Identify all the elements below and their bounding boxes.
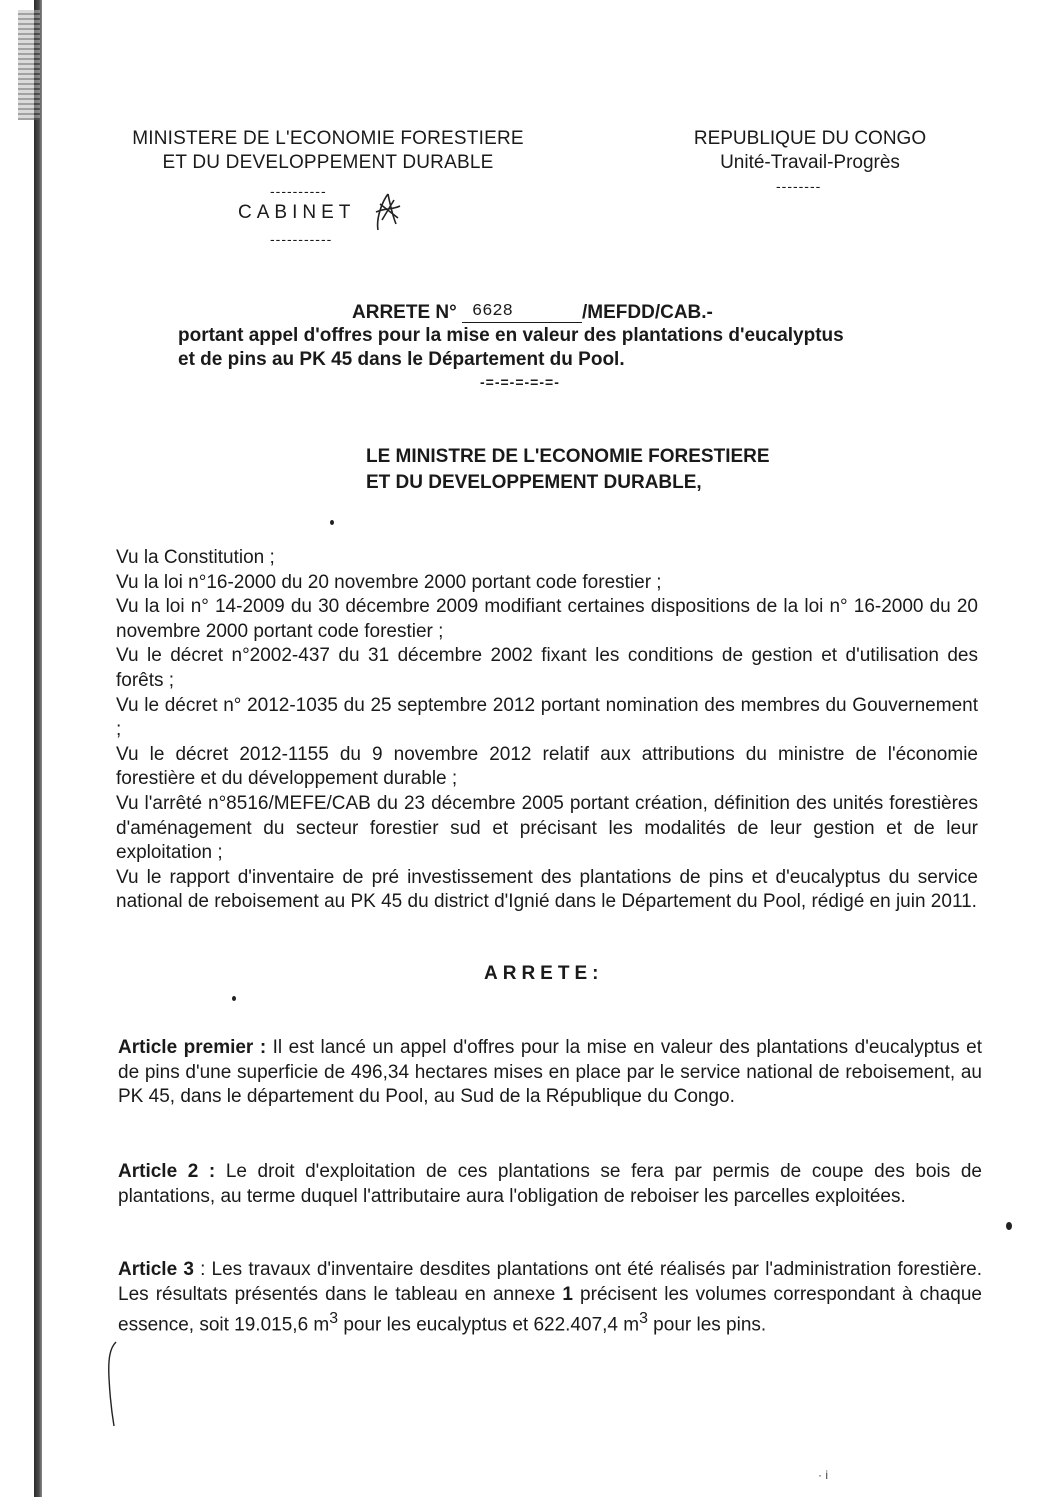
scan-binding-edge xyxy=(34,0,42,1497)
cabinet-dash-bottom: ----------- xyxy=(270,231,333,247)
article-3 xyxy=(118,1258,982,1338)
title-separator: -=-=-=-=-=- xyxy=(480,374,560,390)
article-3-label: Article 3 xyxy=(118,1259,194,1280)
scan-noise xyxy=(18,10,40,120)
scan-speck xyxy=(1006,1222,1012,1230)
article-1 xyxy=(118,1036,982,1110)
visa-item: Vu la loi n°16-2000 du 20 novembre 2000 portant code forestier ; xyxy=(116,571,662,593)
ministry-line-1: MINISTERE DE L'ECONOMIE FORESTIERE xyxy=(132,128,524,149)
visa-item: Vu le rapport d'inventaire de pré investissement des plantations de pins et d'eucalyptus du service national de reboisement au PK 45 du district d'Ignié dans le Département du Pool, rédigé en juin 2011. xyxy=(116,866,978,913)
margin-pen-mark xyxy=(104,1338,122,1428)
visas-list xyxy=(116,546,978,915)
visa-item: Vu le décret n° 2012-1035 du 25 septembre 2012 portant nomination des membres du Gouvernement ; xyxy=(116,694,978,741)
visa-item: Vu le décret n°2002-437 du 31 décembre 2002 fixant les conditions de gestion et d'utilisation des forêts ; xyxy=(116,645,978,691)
cubic-exponent: 3 xyxy=(639,1310,648,1328)
ministry-line-2: ET DU DEVELOPPEMENT DURABLE xyxy=(162,152,494,173)
article-3-text-d: pour les pins. xyxy=(647,1314,767,1336)
decree-number: 6628 xyxy=(462,302,582,323)
minister-line-2: ET DU DEVELOPPEMENT DURABLE, xyxy=(366,472,702,493)
cubic-exponent: 3 xyxy=(329,1310,339,1328)
article-3-text-c: pour les eucalyptus et 622.407,4 m xyxy=(338,1314,640,1336)
visa-item: Vu l'arrêté n°8516/MEFE/CAB du 23 décembre 2005 portant création, définition des unités forestières d'aménagement du secteur forestier sud et précisant les modalités de leur gestion et de leur exploitation ; xyxy=(116,792,978,864)
decree-subtitle xyxy=(178,324,938,372)
republic-name: REPUBLIQUE DU CONGO xyxy=(693,128,927,149)
cabinet-label: CABINET xyxy=(238,202,356,223)
handwritten-initials xyxy=(372,190,402,236)
visa-item: Vu la Constitution ; xyxy=(116,547,275,568)
minister-line-1: LE MINISTRE DE L'ECONOMIE FORESTIERE xyxy=(366,446,770,467)
annex-number: 1 xyxy=(562,1283,573,1305)
minister-heading xyxy=(366,444,770,496)
arrete-heading: ARRETE: xyxy=(484,963,604,984)
decree-title xyxy=(352,302,713,324)
decree-prefix: ARRETE N° xyxy=(352,302,457,323)
republic-header xyxy=(660,127,960,175)
republic-motto: Unité-Travail-Progrès xyxy=(720,152,900,173)
article-1-label: Article premier : xyxy=(118,1037,267,1058)
visa-item: Vu la loi n° 14-2009 du 30 décembre 2009 modifiant certaines dispositions de la loi n° 16-2000 du 20 novembre 2000 portant code forestier ; xyxy=(116,596,978,642)
page-mark: · i xyxy=(818,1468,828,1482)
article-3-text-a: : Les travaux d'inventaire desdites plantations ont été réalisés par l'administration forestière. Les résultats présentés dans le tableau en annexe xyxy=(118,1259,982,1305)
decree-suffix: /MEFDD/CAB.- xyxy=(582,302,713,323)
subtitle-line-1: portant appel d'offres pour la mise en valeur des plantations d'eucalyptus xyxy=(178,325,844,346)
republic-dash: -------- xyxy=(776,178,822,194)
subtitle-line-2: et de pins au PK 45 dans le Département du Pool. xyxy=(178,349,625,370)
cabinet-dash-top: ---------- xyxy=(270,183,327,199)
ministry-header xyxy=(108,127,548,175)
visa-item: Vu le décret 2012-1155 du 9 novembre 2012 relatif aux attributions du ministre de l'économie forestière et du développement durable ; xyxy=(116,743,978,790)
article-2-text: Le droit d'exploitation de ces plantations se fera par permis de coupe des bois de plantations, au terme duquel l'attributaire aura l'obligation de reboiser les parcelles exploitées. xyxy=(118,1161,983,1207)
article-2-label: Article 2 : xyxy=(118,1161,216,1182)
scan-speck xyxy=(232,996,236,1001)
scan-speck xyxy=(330,520,334,525)
article-3-text-b: précisent les volumes correspondant à chaque essence, soit 19.015,6 m xyxy=(118,1283,982,1336)
article-2 xyxy=(118,1160,982,1209)
article-1-text: Il est lancé un appel d'offres pour la mise en valeur des plantations d'eucalyptus et de pins d'une superficie de 496,34 hectares mises en place par le service national de reboisement, au PK 45, dans le département du Pool, au Sud de la République du Congo. xyxy=(118,1037,982,1108)
